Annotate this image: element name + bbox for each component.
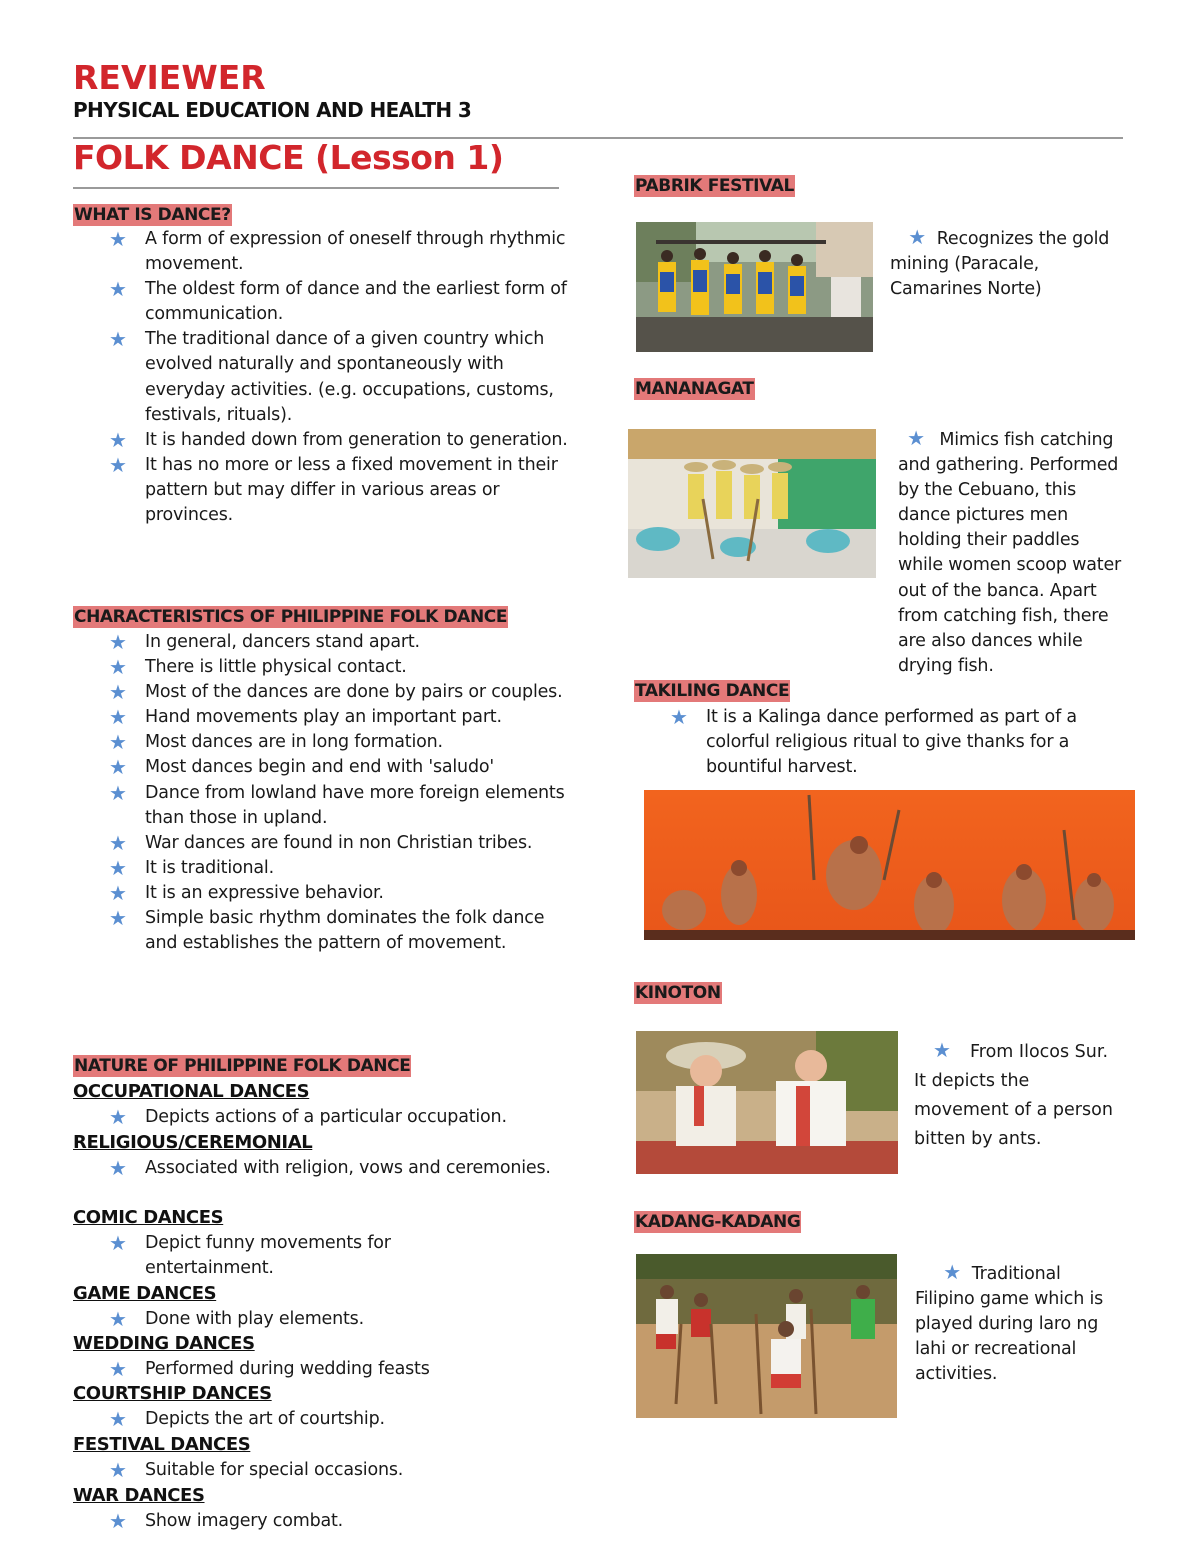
list-item: ★ It is handed down from generation to generation. <box>109 427 568 452</box>
star-icon: ★ <box>109 1156 127 1180</box>
wedding-dances-heading: WEDDING DANCES <box>73 1333 255 1354</box>
star-icon: ★ <box>109 705 127 730</box>
list-item: ★ Depicts actions of a particular occupation. <box>109 1105 507 1129</box>
takiling-list <box>634 705 1134 780</box>
star-icon: ★ <box>109 427 127 452</box>
list-item: ★ Most of the dances are done by pairs or couples. <box>109 680 563 705</box>
characteristics-list <box>73 630 568 956</box>
star-icon: ★ <box>109 830 127 855</box>
star-icon: ★ <box>109 880 127 905</box>
list-item: ★ In general, dancers stand apart. <box>109 630 420 654</box>
star-icon: ★ <box>943 1260 961 1284</box>
page-title: REVIEWER <box>73 58 266 97</box>
star-icon: ★ <box>109 780 127 805</box>
star-icon: ★ <box>109 1509 127 1533</box>
war-dances-list <box>73 1509 568 1534</box>
star-icon: ★ <box>109 906 127 931</box>
list-item: ★ The traditional dance of a given country which evolved naturally and spontaneously with everyday activities. (e.g. occupations, customs, festivals, rituals). <box>109 327 554 425</box>
star-icon: ★ <box>109 855 127 880</box>
pabrik-festival-text: ★ Recognizes the gold mining (Paracale, Camarines Norte) <box>890 225 1110 300</box>
festival-dances-heading: FESTIVAL DANCES <box>73 1434 251 1455</box>
characteristics-label: CHARACTERISTICS OF PHILIPPINE FOLK DANCE <box>74 607 508 627</box>
list-item: ★ Hand movements play an important part. <box>109 705 502 730</box>
kinoton-text: From Ilocos Sur. It depicts the movement of a person bitten by ants. <box>914 1042 1113 1149</box>
list-item: ★ Show imagery combat. <box>109 1509 344 1533</box>
list-item: ★ Performed during wedding feasts <box>109 1357 430 1381</box>
kadang-kadang-photo <box>636 1254 897 1418</box>
mananagat-text-wrap <box>898 426 1123 679</box>
star-icon: ★ <box>109 452 127 477</box>
list-item: ★ It is traditional. <box>109 855 274 880</box>
list-item: ★ Dance from lowland have more foreign elements than those in upland. <box>109 780 565 828</box>
list-item: ★ Suitable for special occasions. <box>109 1458 404 1482</box>
occupational-dances-list <box>73 1105 568 1130</box>
religious-ceremonial-list <box>73 1156 558 1181</box>
kinoton-text-wrap <box>914 1036 1124 1154</box>
list-item: ★ Associated with religion, vows and ceremonies. <box>109 1156 551 1180</box>
mananagat-photo <box>628 429 876 578</box>
kadang-kadang-heading <box>634 1211 801 1233</box>
comic-dances-heading: COMIC DANCES <box>73 1207 224 1228</box>
star-icon: ★ <box>908 225 926 249</box>
kinoton-label: KINOTON <box>635 983 721 1003</box>
page-subtitle: PHYSICAL EDUCATION AND HEALTH 3 <box>73 98 472 122</box>
kinoton-heading <box>634 982 722 1004</box>
takiling-label: TAKILING DANCE <box>635 681 790 701</box>
star-icon: ★ <box>907 426 925 450</box>
game-dances-heading: GAME DANCES <box>73 1283 217 1304</box>
star-icon: ★ <box>109 1307 127 1331</box>
star-icon: ★ <box>109 1458 127 1482</box>
comic-dances-list <box>73 1231 523 1281</box>
kinoton-photo <box>636 1031 898 1174</box>
list-item: ★ Simple basic rhythm dominates the folk dance and establishes the pattern of movement. <box>109 906 545 954</box>
star-icon: ★ <box>109 1357 127 1381</box>
what-is-dance-heading <box>73 204 232 226</box>
takiling-heading <box>634 680 790 702</box>
star-icon: ★ <box>109 1105 127 1129</box>
list-item: ★ It is an expressive behavior. <box>109 880 384 905</box>
occupational-dances-heading: OCCUPATIONAL DANCES <box>73 1081 310 1102</box>
characteristics-heading <box>73 606 508 628</box>
pabrik-festival-label: PABRIK FESTIVAL <box>635 176 794 196</box>
star-icon: ★ <box>109 1231 127 1255</box>
kadang-kadang-label: KADANG-KADANG <box>635 1212 801 1232</box>
star-icon: ★ <box>109 227 127 251</box>
list-item: ★ It is a Kalinga dance performed as part of a colorful religious ritual to give thanks for a bountiful harvest. <box>670 705 1077 778</box>
nature-label: NATURE OF PHILIPPINE FOLK DANCE <box>74 1056 411 1076</box>
star-icon: ★ <box>109 755 127 780</box>
wedding-dances-list <box>73 1357 568 1382</box>
what-is-dance-label: WHAT IS DANCE? <box>74 205 231 225</box>
star-icon: ★ <box>109 730 127 755</box>
lesson-divider <box>73 187 559 189</box>
pabrik-festival-photo <box>636 222 873 352</box>
list-item: ★ Depict funny movements for entertainment. <box>109 1231 391 1279</box>
mananagat-text: Mimics fish catching and gathering. Performed by the Cebuano, this dance pictures men holding their paddles while women scoop water out of the banca. Apart from catching fish, there are also dances while drying fish. <box>898 430 1122 676</box>
star-icon: ★ <box>933 1038 951 1062</box>
list-item: ★ A form of expression of oneself through rhythmic movement. <box>109 227 566 275</box>
war-dances-heading: WAR DANCES <box>73 1485 205 1506</box>
mananagat-label: MANANAGAT <box>635 379 754 399</box>
list-item: ★ War dances are found in non Christian tribes. <box>109 830 533 855</box>
star-icon: ★ <box>109 680 127 705</box>
star-icon: ★ <box>109 630 127 654</box>
list-item: ★ Most dances are in long formation. <box>109 730 443 755</box>
mananagat-heading <box>634 378 755 400</box>
list-item: ★ Depicts the art of courtship. <box>109 1407 385 1431</box>
kadang-kadang-text-wrap <box>915 1260 1120 1387</box>
star-icon: ★ <box>109 327 127 352</box>
star-icon: ★ <box>109 655 127 680</box>
list-item: ★ The oldest form of dance and the earliest form of communication. <box>109 277 567 325</box>
kadang-kadang-text: Traditional Filipino game which is played during laro ng lahi or recreational activities. <box>915 1264 1104 1385</box>
religious-ceremonial-heading: RELIGIOUS/CEREMONIAL <box>73 1132 313 1153</box>
star-icon: ★ <box>109 1407 127 1431</box>
list-item: ★ It has no more or less a fixed movement in their pattern but may differ in various areas or provinces. <box>109 452 558 526</box>
list-item: ★ Most dances begin and end with 'saludo' <box>109 755 494 780</box>
lesson-title: FOLK DANCE (Lesson 1) <box>73 138 504 177</box>
nature-heading <box>73 1055 411 1077</box>
courtship-dances-list <box>73 1407 568 1432</box>
game-dances-list <box>73 1307 568 1332</box>
takiling-photo <box>644 790 1135 940</box>
star-icon: ★ <box>109 277 127 302</box>
star-icon: ★ <box>670 705 688 729</box>
pabrik-festival-heading <box>634 175 795 197</box>
list-item: ★ There is little physical contact. <box>109 655 407 680</box>
what-is-dance-list <box>73 227 568 528</box>
list-item: ★ Done with play elements. <box>109 1307 364 1331</box>
festival-dances-list <box>73 1458 568 1483</box>
courtship-dances-heading: COURTSHIP DANCES <box>73 1383 272 1404</box>
